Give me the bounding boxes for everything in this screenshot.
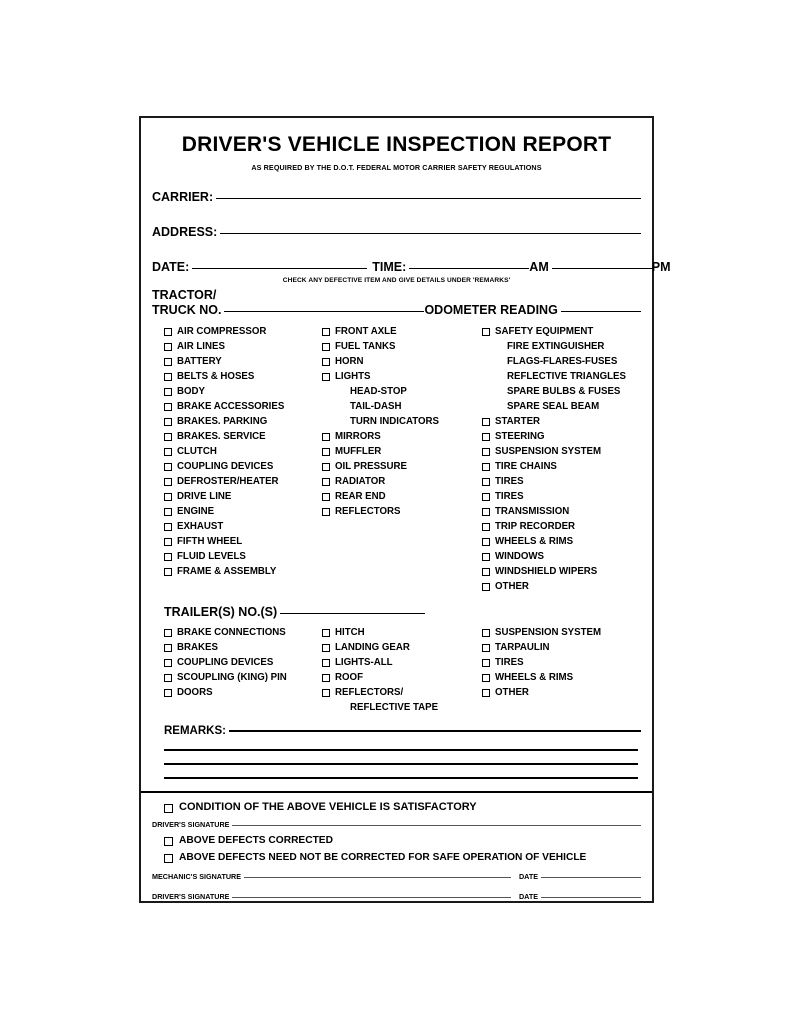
checklist-item[interactable] (164, 640, 322, 655)
checklist-item[interactable] (164, 399, 322, 414)
checklist-item-label: ENGINE (177, 506, 215, 518)
checkbox-icon[interactable] (322, 508, 330, 516)
checklist-item[interactable] (482, 549, 641, 564)
checklist-item[interactable] (322, 429, 482, 444)
checkbox-icon[interactable] (164, 373, 172, 381)
checkbox-icon[interactable] (322, 629, 330, 637)
checklist-item-label: ROOF (335, 672, 363, 684)
tractor-checklist-column-2 (322, 324, 482, 519)
checkbox-icon[interactable] (164, 553, 172, 561)
checklist-item-label: DRIVE LINE (177, 491, 232, 503)
trailer-label: TRAILER(S) NO.(S) (164, 605, 278, 620)
checklist-item[interactable] (164, 670, 322, 685)
truck-no-input[interactable] (224, 311, 424, 312)
inspection-report-form (139, 116, 671, 903)
checkbox-icon[interactable] (482, 418, 490, 426)
remarks-section (152, 725, 641, 793)
checklist-item-label: CLUTCH (177, 446, 217, 458)
tractor-checklist-column-3 (482, 324, 641, 594)
tractor-checklist-column-1 (152, 324, 322, 579)
checklist-item-label: WINDSHIELD WIPERS (495, 566, 598, 578)
address-input[interactable] (220, 233, 641, 234)
remarks-input-line-4[interactable] (164, 777, 638, 779)
checklist-item-label: TIRE CHAINS (495, 461, 557, 473)
checkbox-icon[interactable] (322, 343, 330, 351)
checkbox-icon[interactable] (482, 629, 490, 637)
checkbox-icon[interactable] (482, 568, 490, 576)
checklist-item[interactable] (482, 474, 641, 489)
carrier-label: CARRIER: (152, 190, 214, 205)
checklist-item-label: STEERING (495, 431, 545, 443)
checklist-subitem: SPARE BULBS & FUSES (507, 386, 621, 398)
checklist-item[interactable] (322, 339, 482, 354)
checklist-item-label: SUSPENSION SYSTEM (495, 446, 602, 458)
checklist-item-label: RADIATOR (335, 476, 386, 488)
checklist-item[interactable] (164, 324, 322, 339)
checklist-item[interactable] (164, 655, 322, 670)
checklist-item-label: FLUID LEVELS (177, 551, 246, 563)
checkbox-icon[interactable] (322, 674, 330, 682)
defective-item-note: CHECK ANY DEFECTIVE ITEM AND GIVE DETAILS UNDER 'REMARKS' (282, 277, 511, 285)
checklist-subitem: HEAD-STOP (350, 386, 407, 398)
remarks-input-line-3[interactable] (164, 763, 638, 765)
checkbox-icon[interactable] (164, 538, 172, 546)
checkbox-icon[interactable] (164, 508, 172, 516)
driver-signature-label-1: DRIVER'S SIGNATURE (152, 820, 230, 830)
checklist-item[interactable] (482, 414, 641, 429)
checklist-item-label: AIR LINES (177, 341, 225, 353)
checkbox-icon[interactable] (164, 804, 173, 813)
checklist-item-label: DEFROSTER/HEATER (177, 476, 279, 488)
checklist-item[interactable] (322, 369, 482, 384)
checklist-item[interactable] (482, 534, 641, 549)
checklist-item-label: TIRES (495, 476, 524, 488)
checklist-item-label: WHEELS & RIMS (495, 536, 574, 548)
address-label: ADDRESS: (152, 225, 218, 240)
checkbox-icon[interactable] (482, 508, 490, 516)
checkbox-icon[interactable] (482, 478, 490, 486)
checkbox-icon[interactable] (482, 493, 490, 501)
checkbox-icon[interactable] (482, 674, 490, 682)
mechanic-date-input[interactable] (541, 877, 641, 878)
checklist-item-label: LIGHTS-ALL (335, 657, 393, 669)
checklist-item[interactable] (482, 579, 641, 594)
checkbox-icon[interactable] (322, 689, 330, 697)
checkbox-icon[interactable] (322, 358, 330, 366)
checkbox-icon[interactable] (164, 837, 173, 846)
remarks-input-line-1[interactable] (229, 730, 641, 732)
checklist-item-label: REFLECTORS/ (335, 687, 404, 699)
trailer-number-input[interactable] (280, 613, 425, 614)
checklist-item-label: BATTERY (177, 356, 222, 368)
checklist-item[interactable] (482, 459, 641, 474)
checklist-item[interactable] (482, 655, 641, 670)
checklist-item[interactable] (164, 369, 322, 384)
checklist-item-label: SUSPENSION SYSTEM (495, 627, 602, 639)
checkbox-icon[interactable] (164, 689, 172, 697)
am-label: AM (529, 260, 549, 275)
checklist-subitem: FIRE EXTINGUISHER (507, 341, 605, 353)
am-pm-input[interactable] (552, 268, 652, 269)
checkbox-icon[interactable] (322, 463, 330, 471)
checklist-item[interactable] (322, 444, 482, 459)
checklist-item-label: REFLECTORS (335, 506, 401, 518)
checklist-item[interactable] (164, 564, 322, 579)
checkbox-icon[interactable] (164, 523, 172, 531)
checklist-item[interactable] (164, 625, 322, 640)
checklist-item[interactable] (482, 444, 641, 459)
checklist-item-label: OTHER (495, 581, 529, 593)
checkbox-icon[interactable] (164, 493, 172, 501)
checklist-item-label: SCOUPLING (KING) PIN (177, 672, 287, 684)
checklist-item-label: LANDING GEAR (335, 642, 410, 654)
truck-no-label: TRUCK NO. (152, 303, 222, 318)
tractor-label: TRACTOR/ (152, 288, 217, 303)
date-time-field-row (152, 260, 671, 275)
mechanic-signature-row (152, 872, 641, 881)
defects-corrected-row[interactable] (152, 835, 641, 846)
checklist-subitem: FLAGS-FLARES-FUSES (507, 356, 618, 368)
condition-satisfactory-row[interactable] (152, 801, 641, 813)
form-subtitle: AS REQUIRED BY THE D.O.T. FEDERAL MOTOR CARRIER SAFETY REGULATIONS (251, 163, 542, 173)
checklist-item[interactable] (322, 685, 482, 700)
checklist-item-label: TRIP RECORDER (495, 521, 576, 533)
checklist-item-label: BRAKES. PARKING (177, 416, 268, 428)
checkbox-icon[interactable] (482, 523, 490, 531)
checklist-item-label: TIRES (495, 491, 524, 503)
checklist-item[interactable] (164, 444, 322, 459)
checklist-item[interactable] (164, 474, 322, 489)
checklist-item-label: BODY (177, 386, 205, 398)
checkbox-icon[interactable] (322, 328, 330, 336)
checklist-item[interactable] (322, 670, 482, 685)
checkbox-icon[interactable] (164, 433, 172, 441)
checkbox-icon[interactable] (482, 328, 490, 336)
checkbox-icon[interactable] (164, 358, 172, 366)
checkbox-icon[interactable] (164, 659, 172, 667)
page-title: DRIVER'S VEHICLE INSPECTION REPORT (181, 133, 612, 156)
trailer-checklist (152, 625, 641, 715)
remarks-label: REMARKS: (164, 725, 226, 738)
driver-signature-row-1 (152, 820, 641, 829)
checklist-item[interactable] (482, 564, 641, 579)
checklist-item[interactable] (482, 670, 641, 685)
certification-section (152, 801, 641, 901)
carrier-field-row (152, 190, 641, 204)
checklist-item-label: FUEL TANKS (335, 341, 396, 353)
defects-not-needed-row[interactable] (152, 852, 641, 863)
mechanic-date-label: DATE (518, 872, 538, 882)
defects-corrected-label: ABOVE DEFECTS CORRECTED (179, 835, 333, 847)
checklist-subitem: REFLECTIVE TRIANGLES (507, 371, 626, 383)
trailer-number-field-row (152, 605, 641, 619)
time-input[interactable] (409, 268, 529, 269)
checklist-item[interactable] (482, 429, 641, 444)
checklist-item-label: TARPAULIN (495, 642, 550, 654)
driver-date-input[interactable] (541, 897, 641, 898)
checklist-item[interactable] (322, 489, 482, 504)
checklist-item-label: AIR COMPRESSOR (177, 326, 267, 338)
odometer-label: ODOMETER READING (424, 303, 558, 318)
remarks-section-divider (141, 791, 652, 793)
checkbox-icon[interactable] (322, 493, 330, 501)
checkbox-icon[interactable] (482, 689, 490, 697)
driver-date-label: DATE (518, 892, 538, 902)
checklist-item[interactable] (482, 504, 641, 519)
checkbox-icon[interactable] (164, 463, 172, 471)
mechanic-signature-input[interactable] (244, 877, 511, 878)
checklist-item-label: HITCH (335, 627, 365, 639)
checklist-item-label: MIRRORS (335, 431, 381, 443)
date-input[interactable] (192, 268, 367, 269)
checklist-item-label: OIL PRESSURE (335, 461, 407, 473)
checklist-item-label: BRAKES. SERVICE (177, 431, 266, 443)
checkbox-icon[interactable] (164, 328, 172, 336)
checklist-item[interactable] (482, 640, 641, 655)
checklist-item-label: BRAKES (177, 642, 218, 654)
date-label: DATE: (152, 260, 190, 275)
checkbox-icon[interactable] (322, 373, 330, 381)
checklist-item[interactable] (322, 625, 482, 640)
checkbox-icon[interactable] (164, 343, 172, 351)
driver-signature-input-1[interactable] (232, 825, 641, 826)
checkbox-icon[interactable] (322, 478, 330, 486)
checklist-item-label: BRAKE CONNECTIONS (177, 627, 286, 639)
checklist-item-label: TIRES (495, 657, 524, 669)
checkbox-icon[interactable] (482, 538, 490, 546)
trailer-checklist-column-1 (152, 625, 322, 700)
checklist-item[interactable] (164, 354, 322, 369)
checklist-subitem: REFLECTIVE TAPE (350, 702, 439, 714)
address-field-row (152, 225, 641, 239)
odometer-input[interactable] (561, 311, 641, 312)
checklist-item[interactable] (164, 339, 322, 354)
checklist-item-label: FIFTH WHEEL (177, 536, 243, 548)
checkbox-icon[interactable] (164, 388, 172, 396)
checkbox-icon[interactable] (482, 448, 490, 456)
checklist-item[interactable] (322, 459, 482, 474)
checklist-subitem: TURN INDICATORS (350, 416, 439, 428)
checklist-item[interactable] (482, 625, 641, 640)
checklist-item-label: MUFFLER (335, 446, 382, 458)
checkbox-icon[interactable] (482, 583, 490, 591)
checklist-item[interactable] (322, 640, 482, 655)
checkbox-icon[interactable] (164, 674, 172, 682)
checklist-item-label: DOORS (177, 687, 213, 699)
checklist-item[interactable] (322, 354, 482, 369)
checklist-item[interactable] (482, 489, 641, 504)
condition-satisfactory-label: CONDITION OF THE ABOVE VEHICLE IS SATISFACTORY (179, 801, 477, 814)
checkbox-icon[interactable] (164, 478, 172, 486)
checklist-item-label: FRAME & ASSEMBLY (177, 566, 277, 578)
checklist-item-label: EXHAUST (177, 521, 224, 533)
checklist-item[interactable] (164, 685, 322, 700)
checklist-item[interactable] (164, 489, 322, 504)
checkbox-icon[interactable] (322, 644, 330, 652)
checklist-item-label: TRANSMISSION (495, 506, 570, 518)
mechanic-signature-label: MECHANIC'S SIGNATURE (152, 872, 242, 882)
checklist-item[interactable] (164, 504, 322, 519)
checklist-item[interactable] (322, 655, 482, 670)
checkbox-icon[interactable] (164, 854, 173, 863)
tractor-truck-block (152, 288, 641, 317)
defects-not-needed-label: ABOVE DEFECTS NEED NOT BE CORRECTED FOR SAFE OPERATION OF VEHICLE (179, 852, 587, 864)
checkbox-icon[interactable] (322, 448, 330, 456)
checkbox-icon[interactable] (482, 463, 490, 471)
remarks-input-line-2[interactable] (164, 749, 638, 751)
pm-label: PM (651, 260, 671, 275)
driver-signature-input-2[interactable] (232, 897, 511, 898)
checklist-subitem: SPARE SEAL BEAM (507, 401, 600, 413)
checklist-item[interactable] (322, 324, 482, 339)
checklist-item[interactable] (164, 459, 322, 474)
checklist-item-label: STARTER (495, 416, 541, 428)
checkbox-icon[interactable] (164, 644, 172, 652)
checkbox-icon[interactable] (482, 659, 490, 667)
driver-signature-label-2: DRIVER'S SIGNATURE (152, 892, 230, 902)
checklist-item-label: COUPLING DEVICES (177, 657, 274, 669)
remarks-field-row (152, 725, 641, 737)
carrier-input[interactable] (216, 198, 641, 199)
checkbox-icon[interactable] (164, 568, 172, 576)
checklist-item[interactable] (482, 685, 641, 700)
checklist-item-label: BRAKE ACCESSORIES (177, 401, 285, 413)
checkbox-icon[interactable] (322, 433, 330, 441)
checklist-item-label: WINDOWS (495, 551, 544, 563)
driver-signature-row-2 (152, 892, 641, 901)
checklist-item-label: OTHER (495, 687, 529, 699)
checklist-item[interactable] (482, 519, 641, 534)
checklist-item[interactable] (482, 324, 641, 339)
checkbox-icon[interactable] (164, 629, 172, 637)
checklist-item[interactable] (164, 534, 322, 549)
checklist-item-label: LIGHTS (335, 371, 371, 383)
checklist-item[interactable] (164, 384, 322, 399)
checklist-item-label: SAFETY EQUIPMENT (495, 326, 594, 338)
checklist-item-label: FRONT AXLE (335, 326, 397, 338)
checklist-item[interactable] (164, 519, 322, 534)
tractor-checklist (152, 324, 641, 594)
time-label: TIME: (372, 260, 407, 275)
checklist-item-label: HORN (335, 356, 364, 368)
checkbox-icon[interactable] (164, 448, 172, 456)
checklist-item[interactable] (164, 414, 322, 429)
checklist-item-label: REAR END (335, 491, 386, 503)
checklist-item[interactable] (322, 474, 482, 489)
checkbox-icon[interactable] (164, 418, 172, 426)
checkbox-icon[interactable] (482, 553, 490, 561)
checklist-item[interactable] (322, 504, 482, 519)
checkbox-icon[interactable] (482, 644, 490, 652)
trailer-checklist-column-3 (482, 625, 641, 700)
checklist-item-label: BELTS & HOSES (177, 371, 255, 383)
checklist-item[interactable] (164, 429, 322, 444)
checkbox-icon[interactable] (322, 659, 330, 667)
checklist-item-label: WHEELS & RIMS (495, 672, 574, 684)
checklist-subitem: TAIL-DASH (350, 401, 402, 413)
checkbox-icon[interactable] (482, 433, 490, 441)
trailer-checklist-column-2 (322, 625, 482, 715)
checklist-item[interactable] (164, 549, 322, 564)
checkbox-icon[interactable] (164, 403, 172, 411)
checklist-item-label: COUPLING DEVICES (177, 461, 274, 473)
